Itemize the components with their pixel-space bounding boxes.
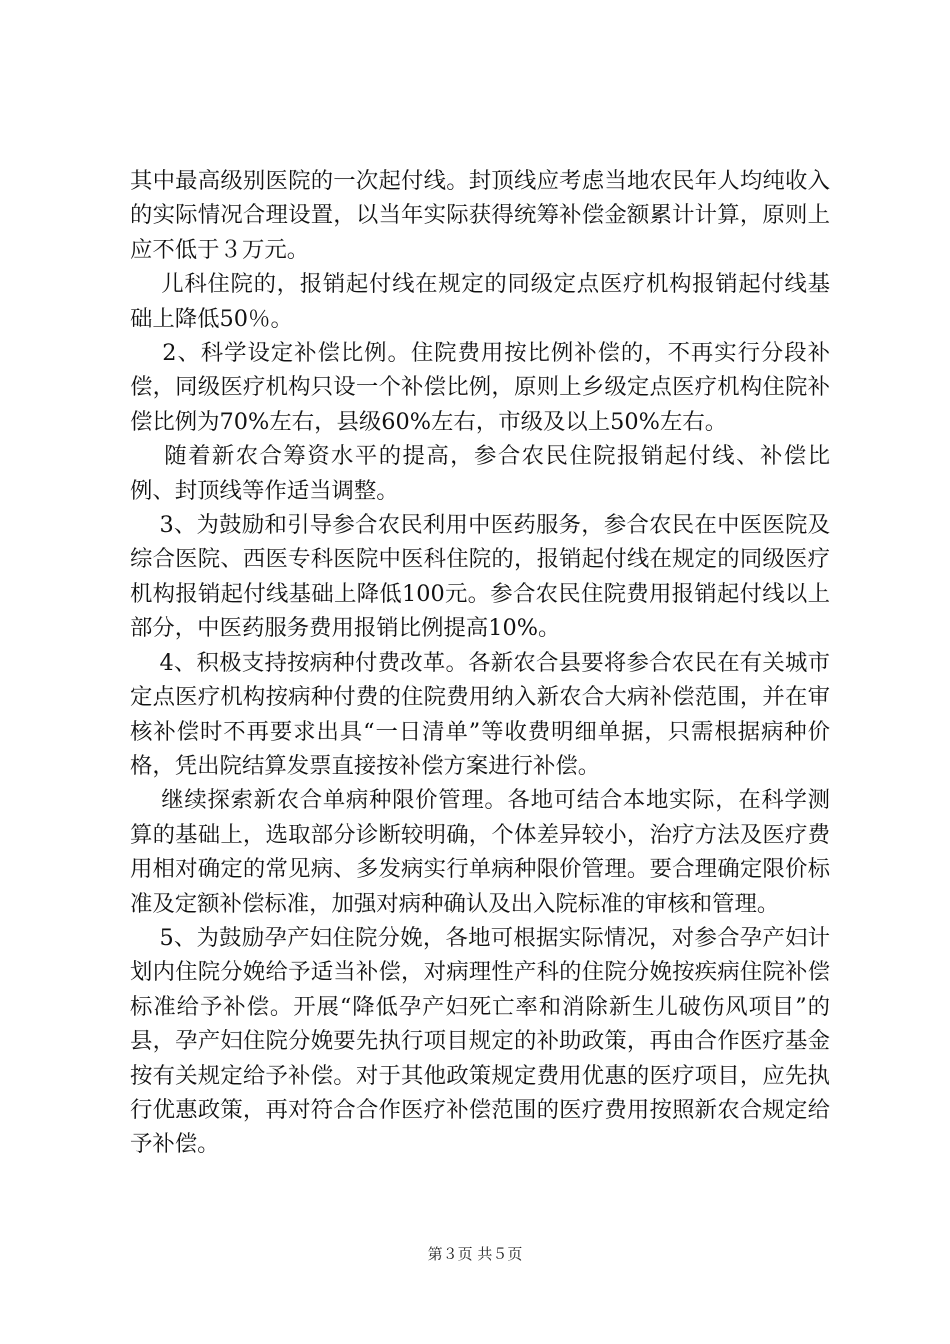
paragraph-6: 4、积极支持按病种付费改革。各新农合县要将参合农民在有关城市定点医疗机构按病种付费的住院费用纳入新农合大病补偿范围，并在审核补偿时不再要求出具“一日清单”等收费明细单据，只需根据病种价格，凭出院结算发票直接按补偿方案进行补偿。 (130, 649, 830, 779)
page-footer: 第３页 共５页 (427, 1245, 523, 1263)
paragraph-5: 3、为鼓励和引导参合农民利用中医药服务，参合农民在中医医院及综合医院、西医专科医院中医科住院的，报销起付线在规定的同级医疗机构报销起付线基础上降低100元。参合农民住院费用报销起付线以上部分，中医药服务费用报销比例提高10%。 (130, 512, 830, 642)
paragraph-4: 随着新农合筹资水平的提高，参合农民住院报销起付线、补偿比例、封顶线等作适当调整。 (130, 443, 830, 504)
paragraph-7: 继续探索新农合单病种限价管理。各地可结合本地实际，在科学测算的基础上，选取部分诊断较明确，个体差异较小，治疗方法及医疗费用相对确定的常见病、多发病实行单病种限价管理。要合理确定限价标准及定额补偿标准，加强对病种确认及出入院标准的审核和管理。 (130, 787, 830, 917)
paragraph-2: 儿科住院的，报销起付线在规定的同级定点医疗机构报销起付线基础上降低50％。 (130, 271, 830, 332)
paragraph-3: 2、科学设定补偿比例。住院费用按比例补偿的，不再实行分段补偿，同级医疗机构只设一个补偿比例，原则上乡级定点医疗机构住院补偿比例为70%左右，县级60%左右，市级及以上50%左右。 (130, 340, 830, 435)
paragraph-8: 5、为鼓励孕产妇住院分娩，各地可根据实际情况，对参合孕产妇计划内住院分娩给予适当补偿，对病理性产科的住院分娩按疾病住院补偿标准给予补偿。开展“降低孕产妇死亡率和消除新生儿破伤风项目”的县，孕产妇住院分娩要先执行项目规定的补助政策，再由合作医疗基金按有关规定给予补偿。对于其他政策规定费用优惠的医疗项目，应先执行优惠政策，再对符合合作医疗补偿范围的医疗费用按照新农合规定给予补偿。 (130, 924, 830, 1158)
document-body (130, 164, 830, 1162)
paragraph-1: 其中最高级别医院的一次起付线。封顶线应考虑当地农民年人均纯收入的实际情况合理设置，以当年实际获得统筹补偿金额累计计算，原则上应不低于３万元。 (130, 168, 830, 263)
